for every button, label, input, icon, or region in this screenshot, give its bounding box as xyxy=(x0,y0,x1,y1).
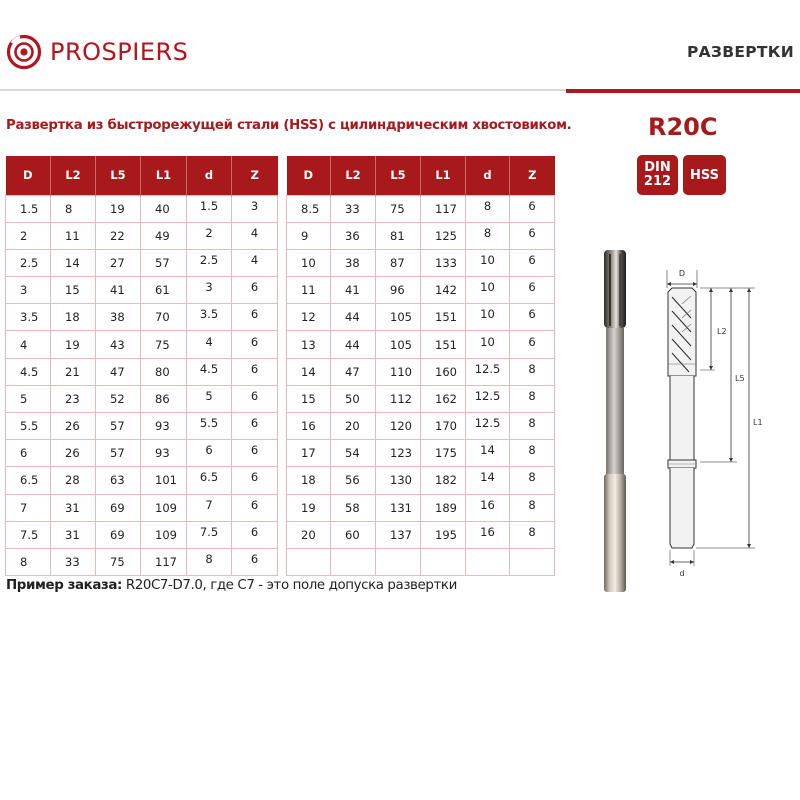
table-row xyxy=(6,440,278,467)
table-row xyxy=(287,413,555,440)
table-cell: 80 xyxy=(141,358,187,385)
table-cell: 6 xyxy=(232,413,278,440)
table-cell: 13 xyxy=(287,331,331,358)
table-cell: 1.5 xyxy=(187,195,232,222)
table-cell: 4 xyxy=(232,222,278,249)
column-header: d xyxy=(187,156,232,195)
table-cell: 6 xyxy=(232,358,278,385)
table-row xyxy=(6,548,278,575)
table-row xyxy=(287,467,555,494)
table-row xyxy=(287,548,555,575)
table-cell: 105 xyxy=(376,304,421,331)
table-row xyxy=(6,222,278,249)
table-cell: 8 xyxy=(510,385,555,412)
table-cell: 195 xyxy=(421,521,466,548)
column-header: L5 xyxy=(376,156,421,195)
table-cell xyxy=(421,548,466,575)
table-cell: 6 xyxy=(232,440,278,467)
table-cell: 69 xyxy=(96,521,141,548)
table-row xyxy=(6,467,278,494)
table-cell: 6 xyxy=(232,467,278,494)
table-cell: 6 xyxy=(510,304,555,331)
table-cell: 8 xyxy=(466,222,510,249)
table-cell: 8.5 xyxy=(287,195,331,222)
dim-label-L2: L2 xyxy=(717,327,727,336)
table-cell: 6 xyxy=(232,494,278,521)
table-cell: 6 xyxy=(232,304,278,331)
header-accent-bar xyxy=(566,89,800,93)
table-cell: 10 xyxy=(466,304,510,331)
table-cell: 3 xyxy=(6,277,51,304)
table-cell: 52 xyxy=(96,385,141,412)
order-example xyxy=(6,578,457,593)
column-header: D xyxy=(287,156,331,195)
table-cell: 57 xyxy=(141,249,187,276)
table-cell: 81 xyxy=(376,222,421,249)
table-cell: 11 xyxy=(287,277,331,304)
table-cell: 6 xyxy=(510,249,555,276)
table-cell: 22 xyxy=(96,222,141,249)
table-cell: 7.5 xyxy=(187,521,232,548)
column-header: L2 xyxy=(331,156,376,195)
table-cell: 11 xyxy=(51,222,96,249)
table-cell: 57 xyxy=(96,413,141,440)
spec-table-left xyxy=(5,156,278,576)
table-cell: 33 xyxy=(331,195,376,222)
table-cell: 31 xyxy=(51,494,96,521)
table-cell: 14 xyxy=(51,249,96,276)
table-cell: 33 xyxy=(51,548,96,575)
table-cell: 112 xyxy=(376,385,421,412)
table-row xyxy=(6,358,278,385)
table-cell: 109 xyxy=(141,521,187,548)
table-cell: 12.5 xyxy=(466,358,510,385)
hss-badge-label: HSS xyxy=(689,167,720,183)
dim-label-D: D xyxy=(678,269,686,278)
table-row xyxy=(287,249,555,276)
table-cell: 28 xyxy=(51,467,96,494)
table-row xyxy=(287,385,555,412)
table-cell: 56 xyxy=(331,467,376,494)
table-cell: 38 xyxy=(96,304,141,331)
reamer-dimension-drawing xyxy=(655,264,767,584)
table-cell: 5.5 xyxy=(6,413,51,440)
table-cell: 96 xyxy=(376,277,421,304)
table-cell: 3 xyxy=(232,195,278,222)
table-cell: 8 xyxy=(510,440,555,467)
brand-name: PROSPIERS xyxy=(50,38,189,66)
table-cell xyxy=(287,548,331,575)
din-badge xyxy=(637,155,678,195)
table-cell: 18 xyxy=(51,304,96,331)
table-cell: 18 xyxy=(287,467,331,494)
table-cell: 189 xyxy=(421,494,466,521)
column-header: L1 xyxy=(421,156,466,195)
table-cell: 3.5 xyxy=(6,304,51,331)
table-cell: 130 xyxy=(376,467,421,494)
table-row xyxy=(287,331,555,358)
din-badge-line1: DIN xyxy=(644,160,671,175)
table-cell: 110 xyxy=(376,358,421,385)
table-cell: 58 xyxy=(331,494,376,521)
table-cell: 20 xyxy=(331,413,376,440)
column-header: L5 xyxy=(96,156,141,195)
table-cell: 26 xyxy=(51,413,96,440)
table-cell: 101 xyxy=(141,467,187,494)
brand-logo xyxy=(6,32,188,72)
table-cell: 69 xyxy=(96,494,141,521)
table-cell: 75 xyxy=(96,548,141,575)
column-header: L2 xyxy=(51,156,96,195)
order-example-label: Пример заказа: xyxy=(6,578,122,593)
table-cell: 117 xyxy=(421,195,466,222)
table-cell: 6 xyxy=(510,222,555,249)
table-cell: 41 xyxy=(331,277,376,304)
table-cell xyxy=(510,548,555,575)
table-cell: 26 xyxy=(51,440,96,467)
table-row xyxy=(6,331,278,358)
table-cell: 6 xyxy=(187,440,232,467)
product-subtitle: Развертка из быстрорежущей стали (HSS) с цилиндрическим хвостовиком. xyxy=(6,118,572,133)
table-cell: 142 xyxy=(421,277,466,304)
table-row xyxy=(287,521,555,548)
table-cell: 162 xyxy=(421,385,466,412)
table-cell: 8 xyxy=(6,548,51,575)
table-cell: 8 xyxy=(510,413,555,440)
table-cell: 170 xyxy=(421,413,466,440)
table-cell: 105 xyxy=(376,331,421,358)
table-cell: 7 xyxy=(187,494,232,521)
table-cell: 8 xyxy=(510,467,555,494)
table-cell: 40 xyxy=(141,195,187,222)
table-cell: 151 xyxy=(421,331,466,358)
table-cell: 38 xyxy=(331,249,376,276)
table-cell: 6 xyxy=(232,277,278,304)
table-cell: 27 xyxy=(96,249,141,276)
table-cell: 10 xyxy=(466,277,510,304)
table-cell: 4 xyxy=(232,249,278,276)
table-cell: 47 xyxy=(96,358,141,385)
table-cell: 6 xyxy=(6,440,51,467)
dim-label-d: d xyxy=(679,569,685,578)
table-cell: 133 xyxy=(421,249,466,276)
table-cell: 8 xyxy=(187,548,232,575)
table-cell: 125 xyxy=(421,222,466,249)
table-cell: 10 xyxy=(466,331,510,358)
table-cell: 41 xyxy=(96,277,141,304)
table-cell: 43 xyxy=(96,331,141,358)
table-cell: 137 xyxy=(376,521,421,548)
table-cell: 19 xyxy=(51,331,96,358)
table-row xyxy=(6,195,278,222)
table-row xyxy=(6,413,278,440)
table-cell: 16 xyxy=(466,521,510,548)
table-cell: 17 xyxy=(287,440,331,467)
table-cell: 23 xyxy=(51,385,96,412)
table-row xyxy=(6,304,278,331)
table-cell: 160 xyxy=(421,358,466,385)
table-cell: 3 xyxy=(187,277,232,304)
table-cell: 75 xyxy=(141,331,187,358)
dim-label-L5: L5 xyxy=(735,374,745,383)
table-row xyxy=(6,521,278,548)
table-cell: 54 xyxy=(331,440,376,467)
table-cell: 6 xyxy=(510,277,555,304)
table-cell: 47 xyxy=(331,358,376,385)
table-row xyxy=(6,385,278,412)
table-cell: 9 xyxy=(287,222,331,249)
table-cell: 19 xyxy=(287,494,331,521)
table-cell: 49 xyxy=(141,222,187,249)
table-cell: 6.5 xyxy=(187,467,232,494)
column-header: Z xyxy=(510,156,555,195)
table-cell: 16 xyxy=(287,413,331,440)
table-cell xyxy=(466,548,510,575)
table-cell: 10 xyxy=(287,249,331,276)
table-cell: 21 xyxy=(51,358,96,385)
table-cell: 4 xyxy=(187,331,232,358)
model-code: R20C xyxy=(648,113,718,141)
table-cell: 7 xyxy=(6,494,51,521)
table-cell: 8 xyxy=(51,195,96,222)
table-cell: 70 xyxy=(141,304,187,331)
table-cell: 6 xyxy=(232,385,278,412)
table-cell: 175 xyxy=(421,440,466,467)
table-row xyxy=(6,249,278,276)
table-cell: 131 xyxy=(376,494,421,521)
table-cell: 4.5 xyxy=(187,358,232,385)
table-cell: 60 xyxy=(331,521,376,548)
table-cell: 6 xyxy=(510,331,555,358)
table-cell: 151 xyxy=(421,304,466,331)
table-cell: 2 xyxy=(187,222,232,249)
table-cell: 14 xyxy=(466,467,510,494)
table-cell: 44 xyxy=(331,304,376,331)
table-cell: 5 xyxy=(187,385,232,412)
table-row xyxy=(287,358,555,385)
table-cell: 57 xyxy=(96,440,141,467)
table-cell: 8 xyxy=(466,195,510,222)
column-header: d xyxy=(466,156,510,195)
table-cell: 63 xyxy=(96,467,141,494)
table-cell: 1.5 xyxy=(6,195,51,222)
table-cell: 93 xyxy=(141,440,187,467)
table-cell: 2 xyxy=(6,222,51,249)
spec-table-right xyxy=(286,156,555,576)
column-header: D xyxy=(6,156,51,195)
hss-badge xyxy=(683,155,726,195)
ring-logo-icon xyxy=(6,34,42,70)
table-cell: 14 xyxy=(466,440,510,467)
table-cell: 5 xyxy=(6,385,51,412)
table-cell: 19 xyxy=(96,195,141,222)
table-cell: 6 xyxy=(232,548,278,575)
table-cell: 5.5 xyxy=(187,413,232,440)
table-cell: 12 xyxy=(287,304,331,331)
table-cell: 44 xyxy=(331,331,376,358)
column-header: Z xyxy=(232,156,278,195)
column-header: L1 xyxy=(141,156,187,195)
din-badge-line2: 212 xyxy=(643,174,672,189)
table-cell: 61 xyxy=(141,277,187,304)
table-row xyxy=(6,277,278,304)
table-row xyxy=(6,494,278,521)
table-cell: 120 xyxy=(376,413,421,440)
table-cell: 4 xyxy=(6,331,51,358)
table-cell: 7.5 xyxy=(6,521,51,548)
table-cell: 14 xyxy=(287,358,331,385)
table-cell: 31 xyxy=(51,521,96,548)
table-cell: 6 xyxy=(232,331,278,358)
table-cell: 75 xyxy=(376,195,421,222)
table-cell: 2.5 xyxy=(187,249,232,276)
table-cell: 10 xyxy=(466,249,510,276)
table-cell: 16 xyxy=(466,494,510,521)
table-cell: 3.5 xyxy=(187,304,232,331)
table-cell: 87 xyxy=(376,249,421,276)
table-row xyxy=(287,195,555,222)
table-cell: 182 xyxy=(421,467,466,494)
table-cell xyxy=(331,548,376,575)
reamer-photo xyxy=(596,246,636,596)
table-cell: 20 xyxy=(287,521,331,548)
table-cell: 117 xyxy=(141,548,187,575)
dim-label-L1: L1 xyxy=(753,418,763,427)
table-row xyxy=(287,440,555,467)
table-cell: 86 xyxy=(141,385,187,412)
table-cell: 15 xyxy=(287,385,331,412)
table-cell: 109 xyxy=(141,494,187,521)
table-cell: 6.5 xyxy=(6,467,51,494)
table-row xyxy=(287,222,555,249)
table-cell: 12.5 xyxy=(466,413,510,440)
table-cell: 6 xyxy=(232,521,278,548)
table-cell xyxy=(376,548,421,575)
order-example-text: R20C7-D7.0, где С7 - это поле допуска развертки xyxy=(121,578,457,593)
table-cell: 50 xyxy=(331,385,376,412)
table-cell: 6 xyxy=(510,195,555,222)
table-cell: 8 xyxy=(510,521,555,548)
table-cell: 93 xyxy=(141,413,187,440)
table-cell: 4.5 xyxy=(6,358,51,385)
table-cell: 8 xyxy=(510,494,555,521)
table-cell: 8 xyxy=(510,358,555,385)
table-cell: 36 xyxy=(331,222,376,249)
table-row xyxy=(287,304,555,331)
table-cell: 2.5 xyxy=(6,249,51,276)
table-cell: 12.5 xyxy=(466,385,510,412)
table-cell: 123 xyxy=(376,440,421,467)
table-cell: 15 xyxy=(51,277,96,304)
table-row xyxy=(287,277,555,304)
section-title: РАЗВЕРТКИ xyxy=(686,43,794,61)
table-row xyxy=(287,494,555,521)
